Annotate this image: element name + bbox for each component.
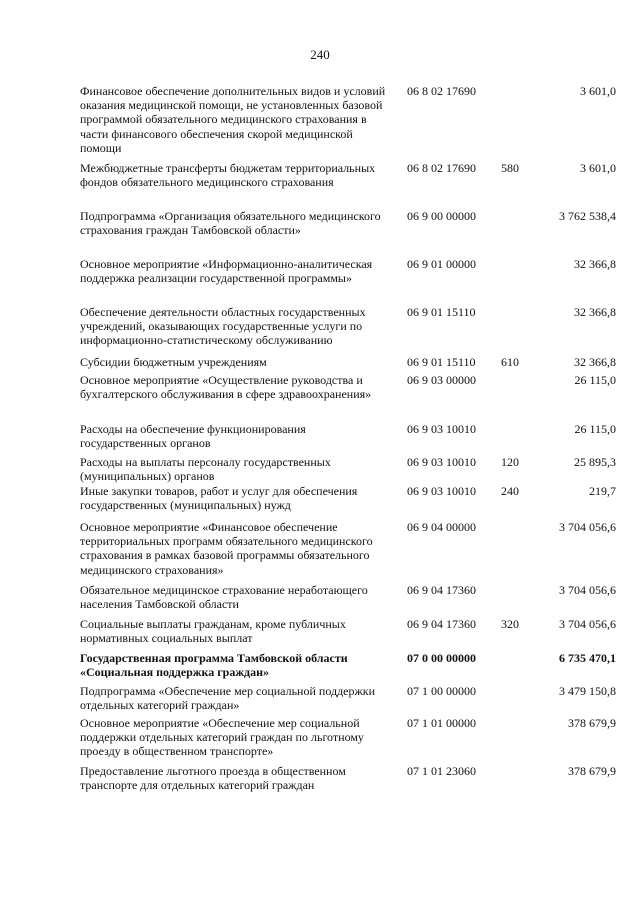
table-row [80, 84, 616, 161]
row-name: Обязательное медицинское страхование неработающего населения Тамбовской области [80, 583, 368, 612]
row-code: 06 9 03 10010 [407, 484, 476, 498]
row-name: Обеспечение деятельности областных государственных учреждений, оказывающих государственные услуги по информационно-статистическому обслуживанию [80, 305, 366, 348]
row-code: 06 9 04 17360 [407, 617, 476, 631]
row-name: Иные закупки товаров, работ и услуг для обеспечения государственных (муниципальных) нужд [80, 484, 358, 513]
row-name: Основное мероприятие «Финансовое обеспечение территориальных программ обязательного медицинского страхования в рамках базовой программы обязательного медицинского страхования» [80, 520, 373, 577]
row-sum: 3 762 538,4 [559, 209, 616, 223]
row-name: Субсидии бюджетным учреждениям [80, 355, 267, 369]
row-sum: 3 704 056,6 [559, 583, 616, 597]
row-sum: 25 895,3 [574, 455, 616, 469]
row-sum: 6 735 470,1 [559, 651, 616, 665]
table-row [80, 161, 616, 209]
row-sum: 3 479 150,8 [559, 684, 616, 698]
table-row [80, 684, 616, 716]
row-expense-type: 610 [501, 355, 519, 369]
row-expense-type: 320 [501, 617, 519, 631]
table-row [80, 484, 616, 520]
row-sum: 3 601,0 [580, 161, 616, 175]
row-name: Межбюджетные трансферты бюджетам территориальных фондов обязательного медицинского страхования [80, 161, 376, 190]
table-row [80, 305, 616, 355]
row-name: Подпрограмма «Обеспечение мер социальной поддержки отдельных категорий граждан» [80, 684, 376, 713]
table-row [80, 355, 616, 373]
row-code: 07 1 01 00000 [407, 716, 476, 730]
row-sum: 32 366,8 [574, 305, 616, 319]
row-sum: 3 704 056,6 [559, 617, 616, 631]
row-code: 06 9 04 17360 [407, 583, 476, 597]
row-code: 06 9 00 00000 [407, 209, 476, 223]
row-name: Основное мероприятие «Обеспечение мер социальной поддержки отдельных категорий граждан по льготному проезду в общественном транспорте» [80, 716, 364, 759]
row-sum: 3 601,0 [580, 84, 616, 98]
row-name: Основное мероприятие «Информационно-аналитическая поддержка реализации государственной программы» [80, 257, 373, 286]
row-name: Финансовое обеспечение дополнительных видов и условий оказания медицинской помощи, не установленных базовой программой обязательного медицинского страхования в части финансового обеспечения скорой медицинской помощи [80, 84, 386, 155]
row-sum: 26 115,0 [574, 373, 616, 387]
row-sum: 378 679,9 [568, 764, 616, 778]
row-name: Государственная программа Тамбовской области «Социальная поддержка граждан» [80, 651, 348, 680]
row-expense-type: 120 [501, 455, 519, 469]
row-name: Подпрограмма «Организация обязательного медицинского страхования граждан Тамбовской области» [80, 209, 381, 238]
table-row [80, 651, 616, 684]
table-row [80, 764, 616, 794]
row-code: 07 0 00 00000 [407, 651, 476, 665]
row-sum: 378 679,9 [568, 716, 616, 730]
table-row [80, 209, 616, 257]
row-name: Предоставление льготного проезда в общественном транспорте для отдельных категорий граждан [80, 764, 346, 793]
row-code: 06 8 02 17690 [407, 84, 476, 98]
table-row [80, 617, 616, 651]
row-sum: 3 704 056,6 [559, 520, 616, 534]
row-sum: 32 366,8 [574, 257, 616, 271]
row-expense-type: 240 [501, 484, 519, 498]
row-code: 06 9 03 10010 [407, 455, 476, 469]
row-code: 06 9 01 00000 [407, 257, 476, 271]
row-code: 06 9 01 15110 [407, 305, 476, 319]
row-sum: 32 366,8 [574, 355, 616, 369]
row-name: Социальные выплаты гражданам, кроме публичных нормативных социальных выплат [80, 617, 346, 646]
table-row [80, 455, 616, 484]
row-code: 06 9 04 00000 [407, 520, 476, 534]
table-row [80, 257, 616, 305]
table-row [80, 422, 616, 455]
table-row [80, 373, 616, 422]
row-code: 07 1 00 00000 [407, 684, 476, 698]
row-code: 06 9 03 10010 [407, 422, 476, 436]
row-sum: 26 115,0 [574, 422, 616, 436]
row-expense-type: 580 [501, 161, 519, 175]
row-code: 06 9 01 15110 [407, 355, 476, 369]
row-code: 06 8 02 17690 [407, 161, 476, 175]
budget-table [80, 84, 616, 794]
table-row [80, 583, 616, 617]
table-row [80, 520, 616, 583]
row-name: Расходы на выплаты персоналу государственных (муниципальных) органов [80, 455, 331, 484]
row-code: 07 1 01 23060 [407, 764, 476, 778]
row-name: Основное мероприятие «Осуществление руководства и бухгалтерского обслуживания в сфере здравоохранения» [80, 373, 372, 402]
table-row [80, 716, 616, 764]
row-name: Расходы на обеспечение функционирования государственных органов [80, 422, 306, 451]
row-code: 06 9 03 00000 [407, 373, 476, 387]
row-sum: 219,7 [589, 484, 616, 498]
page-number: 240 [310, 47, 330, 62]
